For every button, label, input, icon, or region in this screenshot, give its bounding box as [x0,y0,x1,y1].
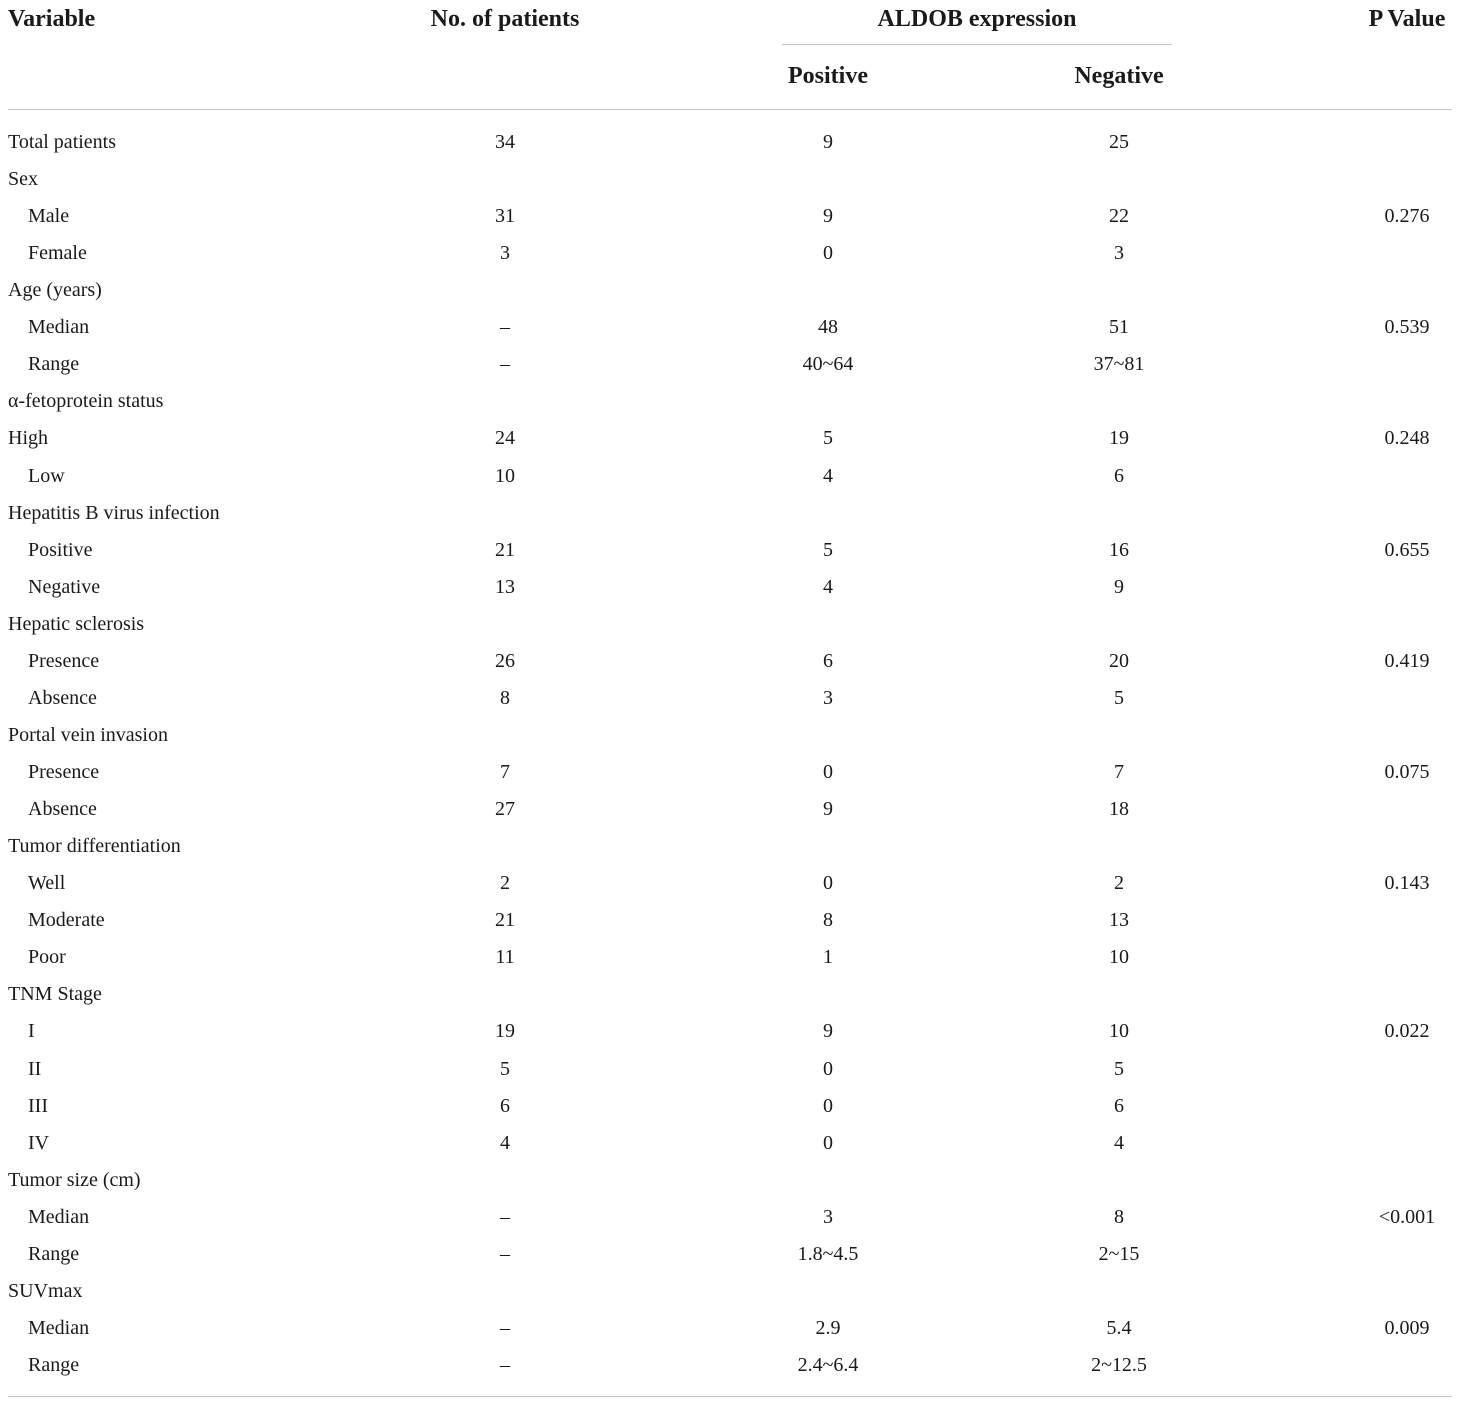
variable-cell: Female [28,242,87,264]
negative-cell: 22 [1109,205,1129,227]
negative-cell: 3 [1114,242,1124,264]
variable-cell: α-fetoprotein status [8,390,164,412]
negative-cell: 37~81 [1093,353,1145,375]
header-pvalue: P Value [1368,6,1446,32]
positive-cell: 3 [823,1206,833,1228]
patients-cell: 24 [495,427,515,449]
patients-cell: 11 [495,946,515,968]
negative-cell: 5 [1114,687,1124,709]
variable-cell: Total patients [8,131,117,153]
patients-cell: 8 [500,687,510,709]
patients-cell: – [500,353,510,375]
variable-cell: Range [28,1354,80,1376]
header-patients: No. of patients [430,6,580,32]
patients-cell: 3 [500,242,510,264]
variable-cell: Median [28,1206,90,1228]
negative-cell: 2~12.5 [1091,1354,1147,1376]
patients-cell: – [500,1206,510,1228]
patients-cell: 27 [495,798,515,820]
positive-cell: 6 [823,650,833,672]
pvalue-cell: 0.539 [1384,316,1430,338]
table-bottom-rule [8,1396,1452,1397]
positive-cell: 5 [823,539,833,561]
patients-cell: – [500,1317,510,1339]
positive-cell: 9 [823,798,833,820]
positive-cell: 9 [823,1020,833,1042]
positive-cell: 4 [823,465,833,487]
negative-cell: 16 [1109,539,1129,561]
positive-cell: 0 [823,1132,833,1154]
variable-cell: Median [28,1317,90,1339]
pvalue-cell: 0.276 [1384,205,1430,227]
variable-cell: Positive [28,539,93,561]
pvalue-cell: 0.075 [1384,761,1430,783]
positive-cell: 2.9 [815,1317,841,1339]
patients-cell: 19 [495,1020,515,1042]
variable-cell: Negative [28,576,101,598]
negative-cell: 6 [1114,1095,1124,1117]
positive-cell: 8 [823,909,833,931]
variable-cell: Tumor size (cm) [8,1169,141,1191]
positive-cell: 48 [818,316,838,338]
negative-cell: 5.4 [1106,1317,1132,1339]
pvalue-cell: 0.143 [1384,872,1430,894]
patients-cell: – [500,1354,510,1376]
variable-cell: Range [28,353,80,375]
variable-cell: Presence [28,650,100,672]
positive-cell: 0 [823,242,833,264]
variable-cell: Tumor differentiation [8,835,181,857]
header-variable: Variable [8,6,96,32]
variable-cell: Hepatic sclerosis [8,613,145,635]
negative-cell: 7 [1114,761,1124,783]
variable-cell: I [28,1020,35,1042]
negative-cell: 25 [1109,131,1129,153]
variable-cell: II [28,1058,42,1080]
negative-cell: 9 [1114,576,1124,598]
negative-cell: 4 [1114,1132,1124,1154]
variable-cell: SUVmax [8,1280,83,1302]
variable-cell: IV [28,1132,50,1154]
variable-cell: Hepatitis B virus infection [8,502,220,524]
variable-cell: Portal vein invasion [8,724,168,746]
header-expression: ALDOB expression [877,6,1077,32]
patients-cell: 5 [500,1058,510,1080]
positive-cell: 0 [823,1095,833,1117]
positive-cell: 9 [823,131,833,153]
positive-cell: 40~64 [802,353,854,375]
variable-cell: III [28,1095,48,1117]
negative-cell: 2 [1114,872,1124,894]
header-span-rule [782,44,1172,45]
variable-cell: Well [28,872,66,894]
variable-cell: Sex [8,168,38,190]
variable-cell: Poor [28,946,66,968]
positive-cell: 0 [823,872,833,894]
patients-cell: 4 [500,1132,510,1154]
positive-cell: 0 [823,1058,833,1080]
patients-cell: – [500,316,510,338]
variable-cell: High [8,427,48,449]
header-negative: Negative [1074,63,1164,89]
patients-cell: 21 [495,539,515,561]
variable-cell: Absence [28,798,97,820]
variable-cell: Male [28,205,70,227]
positive-cell: 0 [823,761,833,783]
variable-cell: Low [28,465,65,487]
negative-cell: 19 [1109,427,1129,449]
negative-cell: 18 [1109,798,1129,820]
patients-cell: 6 [500,1095,510,1117]
negative-cell: 6 [1114,465,1124,487]
variable-cell: Absence [28,687,97,709]
pvalue-cell: 0.009 [1384,1317,1430,1339]
variable-cell: Median [28,316,90,338]
positive-cell: 1.8~4.5 [797,1243,859,1265]
pvalue-cell: 0.022 [1384,1020,1430,1042]
variable-cell: Moderate [28,909,105,931]
positive-cell: 3 [823,687,833,709]
positive-cell: 9 [823,205,833,227]
header-positive: Positive [788,63,868,89]
patients-cell: 26 [495,650,515,672]
patients-cell: 21 [495,909,515,931]
variable-cell: Range [28,1243,80,1265]
patients-cell: 2 [500,872,510,894]
negative-cell: 10 [1109,946,1129,968]
negative-cell: 10 [1109,1020,1129,1042]
pvalue-cell: 0.248 [1384,427,1430,449]
negative-cell: 5 [1114,1058,1124,1080]
patients-cell: 31 [495,205,515,227]
pvalue-cell: <0.001 [1378,1206,1436,1228]
negative-cell: 20 [1109,650,1129,672]
header-bottom-rule [8,109,1452,110]
variable-cell: Age (years) [8,279,102,301]
patients-cell: – [500,1243,510,1265]
positive-cell: 2.4~6.4 [797,1354,859,1376]
positive-cell: 4 [823,576,833,598]
patients-cell: 10 [495,465,515,487]
negative-cell: 13 [1109,909,1129,931]
negative-cell: 8 [1114,1206,1124,1228]
patients-cell: 13 [495,576,515,598]
patients-cell: 7 [500,761,510,783]
negative-cell: 51 [1109,316,1129,338]
patients-cell: 34 [495,131,515,153]
variable-cell: TNM Stage [8,983,102,1005]
negative-cell: 2~15 [1098,1243,1140,1265]
positive-cell: 5 [823,427,833,449]
pvalue-cell: 0.419 [1384,650,1430,672]
positive-cell: 1 [823,946,833,968]
pvalue-cell: 0.655 [1384,539,1430,561]
variable-cell: Presence [28,761,100,783]
